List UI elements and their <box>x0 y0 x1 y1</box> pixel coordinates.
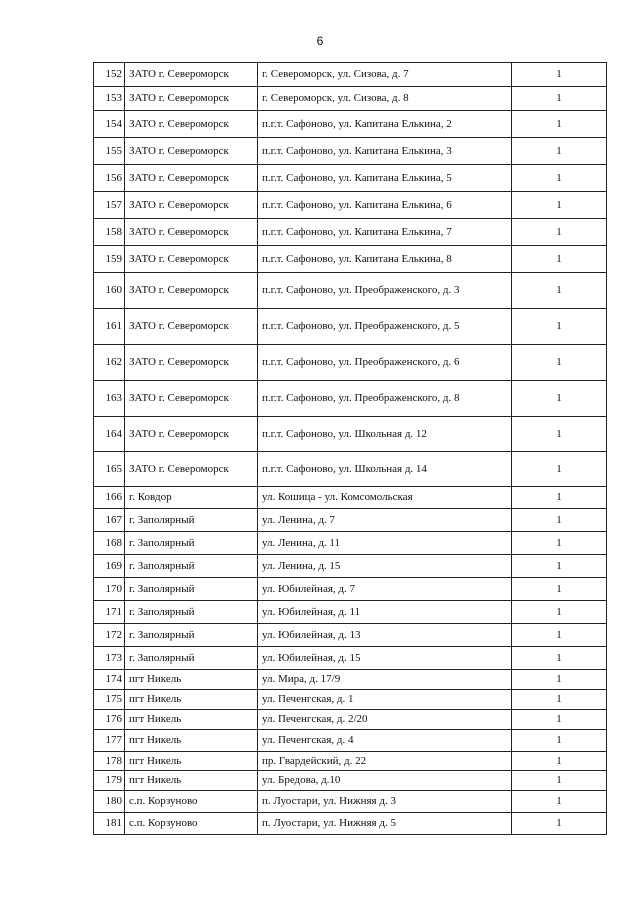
address-cell: ул. Юбилейная, д. 13 <box>258 624 512 647</box>
table-row <box>94 771 607 791</box>
quantity-cell: 1 <box>512 710 607 730</box>
quantity-cell: 1 <box>512 578 607 601</box>
table-row <box>94 309 607 345</box>
municipality-cell: пгт Никель <box>125 730 258 752</box>
table-row <box>94 219 607 246</box>
row-number: 177 <box>94 730 125 752</box>
address-cell: ул. Печенгская, д. 2/20 <box>258 710 512 730</box>
row-number: 158 <box>94 219 125 246</box>
address-cell: ул. Юбилейная, д. 11 <box>258 601 512 624</box>
quantity-cell: 1 <box>512 111 607 138</box>
row-number: 159 <box>94 246 125 273</box>
quantity-cell: 1 <box>512 601 607 624</box>
table-row <box>94 138 607 165</box>
row-number: 163 <box>94 381 125 417</box>
registry-table <box>93 62 607 835</box>
table-row <box>94 730 607 752</box>
table-row <box>94 273 607 309</box>
address-cell: п.г.т. Сафоново, ул. Капитана Елькина, 2 <box>258 111 512 138</box>
row-number: 180 <box>94 791 125 813</box>
page-number: 6 <box>316 34 324 48</box>
quantity-cell: 1 <box>512 730 607 752</box>
quantity-cell: 1 <box>512 624 607 647</box>
address-cell: ул. Мира, д. 17/9 <box>258 670 512 690</box>
row-number: 171 <box>94 601 125 624</box>
registry-rows <box>94 63 607 835</box>
row-number: 153 <box>94 87 125 111</box>
address-cell: п.г.т. Сафоново, ул. Преображенского, д. 3 <box>258 273 512 309</box>
row-number: 173 <box>94 647 125 670</box>
row-number: 165 <box>94 452 125 487</box>
address-cell: ул. Печенгская, д. 4 <box>258 730 512 752</box>
address-cell: п.г.т. Сафоново, ул. Преображенского, д. 8 <box>258 381 512 417</box>
municipality-cell: г. Заполярный <box>125 555 258 578</box>
table-row <box>94 192 607 219</box>
municipality-cell: ЗАТО г. Североморск <box>125 452 258 487</box>
table-row <box>94 63 607 87</box>
quantity-cell: 1 <box>512 771 607 791</box>
municipality-cell: ЗАТО г. Североморск <box>125 219 258 246</box>
address-cell: п.г.т. Сафоново, ул. Преображенского, д. 6 <box>258 345 512 381</box>
row-number: 164 <box>94 417 125 452</box>
quantity-cell: 1 <box>512 345 607 381</box>
address-cell: п.г.т. Сафоново, ул. Школьная д. 12 <box>258 417 512 452</box>
table-row <box>94 555 607 578</box>
quantity-cell: 1 <box>512 138 607 165</box>
quantity-cell: 1 <box>512 87 607 111</box>
address-cell: ул. Ленина, д. 15 <box>258 555 512 578</box>
quantity-cell: 1 <box>512 381 607 417</box>
quantity-cell: 1 <box>512 555 607 578</box>
municipality-cell: пгт Никель <box>125 690 258 710</box>
municipality-cell: ЗАТО г. Североморск <box>125 63 258 87</box>
municipality-cell: ЗАТО г. Североморск <box>125 111 258 138</box>
municipality-cell: ЗАТО г. Североморск <box>125 309 258 345</box>
address-cell: ул. Ленина, д. 11 <box>258 532 512 555</box>
table-row <box>94 813 607 835</box>
table-row <box>94 165 607 192</box>
quantity-cell: 1 <box>512 509 607 532</box>
row-number: 181 <box>94 813 125 835</box>
table-row <box>94 487 607 509</box>
address-cell: п. Луостари, ул. Нижняя д. 3 <box>258 791 512 813</box>
address-cell: п.г.т. Сафоново, ул. Преображенского, д. 5 <box>258 309 512 345</box>
quantity-cell: 1 <box>512 165 607 192</box>
quantity-cell: 1 <box>512 532 607 555</box>
municipality-cell: пгт Никель <box>125 710 258 730</box>
municipality-cell: с.п. Корзуново <box>125 813 258 835</box>
table-row <box>94 791 607 813</box>
municipality-cell: г. Заполярный <box>125 578 258 601</box>
quantity-cell: 1 <box>512 487 607 509</box>
municipality-cell: ЗАТО г. Североморск <box>125 138 258 165</box>
address-cell: п.г.т. Сафоново, ул. Капитана Елькина, 8 <box>258 246 512 273</box>
table-row <box>94 647 607 670</box>
table-row <box>94 345 607 381</box>
table-row <box>94 578 607 601</box>
table-row <box>94 381 607 417</box>
municipality-cell: г. Заполярный <box>125 509 258 532</box>
address-cell: п.г.т. Сафоново, ул. Школьная д. 14 <box>258 452 512 487</box>
row-number: 176 <box>94 710 125 730</box>
row-number: 179 <box>94 771 125 791</box>
table-row <box>94 87 607 111</box>
quantity-cell: 1 <box>512 452 607 487</box>
municipality-cell: г. Заполярный <box>125 532 258 555</box>
table-row <box>94 111 607 138</box>
address-cell: п.г.т. Сафоново, ул. Капитана Елькина, 3 <box>258 138 512 165</box>
row-number: 152 <box>94 63 125 87</box>
municipality-cell: ЗАТО г. Североморск <box>125 87 258 111</box>
municipality-cell: г. Заполярный <box>125 624 258 647</box>
municipality-cell: пгт Никель <box>125 752 258 771</box>
table-row <box>94 532 607 555</box>
address-cell: ул. Печенгская, д. 1 <box>258 690 512 710</box>
row-number: 162 <box>94 345 125 381</box>
address-cell: п.г.т. Сафоново, ул. Капитана Елькина, 5 <box>258 165 512 192</box>
municipality-cell: пгт Никель <box>125 670 258 690</box>
municipality-cell: ЗАТО г. Североморск <box>125 246 258 273</box>
address-cell: г. Североморск, ул. Сизова, д. 8 <box>258 87 512 111</box>
address-cell: ул. Бредова, д.10 <box>258 771 512 791</box>
quantity-cell: 1 <box>512 219 607 246</box>
row-number: 168 <box>94 532 125 555</box>
address-cell: ул. Юбилейная, д. 15 <box>258 647 512 670</box>
row-number: 172 <box>94 624 125 647</box>
quantity-cell: 1 <box>512 273 607 309</box>
row-number: 174 <box>94 670 125 690</box>
quantity-cell: 1 <box>512 813 607 835</box>
quantity-cell: 1 <box>512 63 607 87</box>
address-cell: п.г.т. Сафоново, ул. Капитана Елькина, 7 <box>258 219 512 246</box>
table-row <box>94 752 607 771</box>
quantity-cell: 1 <box>512 752 607 771</box>
address-cell: п.г.т. Сафоново, ул. Капитана Елькина, 6 <box>258 192 512 219</box>
municipality-cell: ЗАТО г. Североморск <box>125 192 258 219</box>
municipality-cell: пгт Никель <box>125 771 258 791</box>
row-number: 170 <box>94 578 125 601</box>
row-number: 154 <box>94 111 125 138</box>
table-row <box>94 509 607 532</box>
quantity-cell: 1 <box>512 417 607 452</box>
address-cell: п. Луостари, ул. Нижняя д. 5 <box>258 813 512 835</box>
row-number: 156 <box>94 165 125 192</box>
quantity-cell: 1 <box>512 192 607 219</box>
quantity-cell: 1 <box>512 647 607 670</box>
address-cell: пр. Гвардейский, д. 22 <box>258 752 512 771</box>
table-row <box>94 246 607 273</box>
quantity-cell: 1 <box>512 246 607 273</box>
row-number: 178 <box>94 752 125 771</box>
table-row <box>94 690 607 710</box>
quantity-cell: 1 <box>512 690 607 710</box>
row-number: 161 <box>94 309 125 345</box>
municipality-cell: г. Заполярный <box>125 601 258 624</box>
quantity-cell: 1 <box>512 670 607 690</box>
address-cell: г. Североморск, ул. Сизова, д. 7 <box>258 63 512 87</box>
address-cell: ул. Юбилейная, д. 7 <box>258 578 512 601</box>
municipality-cell: ЗАТО г. Североморск <box>125 381 258 417</box>
municipality-cell: ЗАТО г. Североморск <box>125 345 258 381</box>
address-cell: ул. Ленина, д. 7 <box>258 509 512 532</box>
row-number: 169 <box>94 555 125 578</box>
row-number: 160 <box>94 273 125 309</box>
quantity-cell: 1 <box>512 791 607 813</box>
municipality-cell: ЗАТО г. Североморск <box>125 273 258 309</box>
table-row <box>94 452 607 487</box>
table-row <box>94 670 607 690</box>
row-number: 166 <box>94 487 125 509</box>
municipality-cell: с.п. Корзуново <box>125 791 258 813</box>
municipality-cell: г. Ковдор <box>125 487 258 509</box>
table-row <box>94 710 607 730</box>
row-number: 167 <box>94 509 125 532</box>
quantity-cell: 1 <box>512 309 607 345</box>
municipality-cell: ЗАТО г. Североморск <box>125 417 258 452</box>
table-row <box>94 624 607 647</box>
row-number: 155 <box>94 138 125 165</box>
municipality-cell: ЗАТО г. Североморск <box>125 165 258 192</box>
table-row <box>94 417 607 452</box>
row-number: 175 <box>94 690 125 710</box>
municipality-cell: г. Заполярный <box>125 647 258 670</box>
table-row <box>94 601 607 624</box>
address-cell: ул. Кошица - ул. Комсомольская <box>258 487 512 509</box>
row-number: 157 <box>94 192 125 219</box>
